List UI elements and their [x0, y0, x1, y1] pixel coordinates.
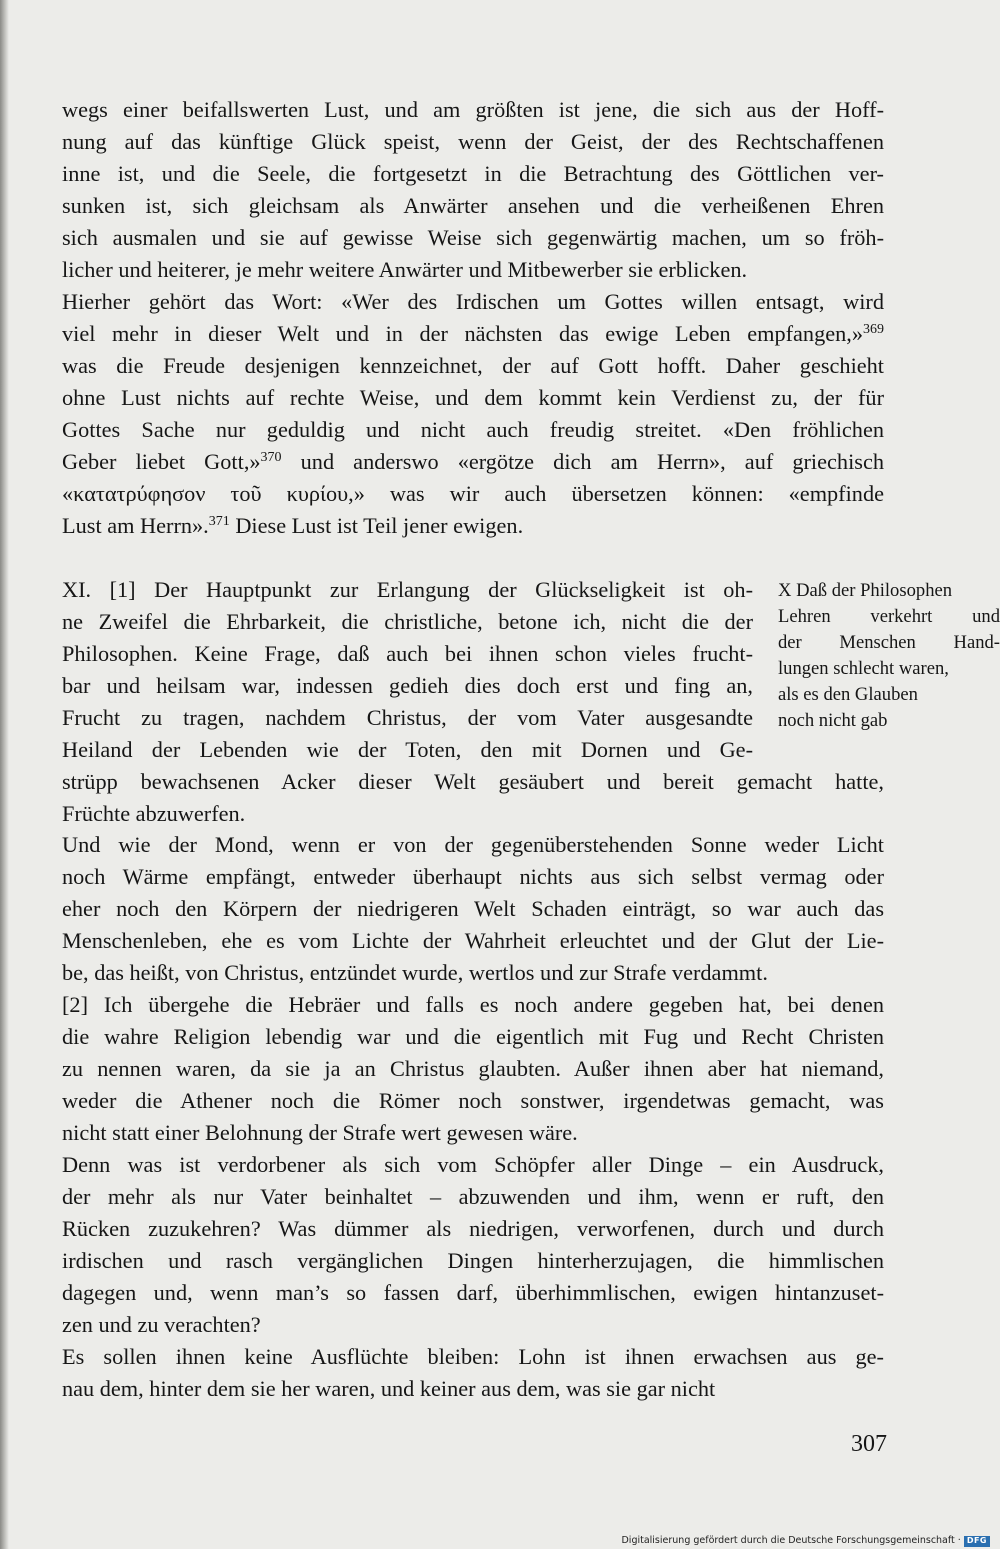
text-line: Früchte abzuwerfen.: [62, 801, 246, 826]
text-line: strüpp bewachsenen Acker dieser Welt gesäubert und bereit gemacht hatte,: [62, 769, 884, 794]
line-text: Lust am Herrn».: [62, 513, 209, 538]
paragraph-2: [62, 286, 884, 542]
paragraph-1: [62, 94, 884, 286]
footnote-reference: 369: [863, 322, 884, 337]
text-line: nau dem, hinter dem sie her waren, und keiner aus dem, was sie gar nicht: [62, 1376, 716, 1401]
text-line: [62, 510, 884, 542]
dfg-logo: DFG: [964, 1536, 990, 1547]
text-line: Rücken zuzukehren? Was dümmer als niedrigen, verworfenen, durch und durch: [62, 1216, 884, 1241]
paragraph-6: [62, 1149, 884, 1341]
page-spine-shadow: [0, 0, 9, 1549]
text-line: was die Freude desjenigen kennzeichnet, der auf Gott hofft. Daher geschieht: [62, 353, 884, 378]
text-line: dagegen und, wenn man’s so fassen darf, überhimmlischen, ewigen hintanzuset-: [62, 1280, 884, 1305]
text-line: Frucht zu tragen, nachdem Christus, der vom Vater ausgesandte: [62, 705, 753, 730]
text-line: inne ist, und die Seele, die fortgesetzt in die Betrachtung des Göttlichen ver-: [62, 161, 884, 186]
text-line: «κατατρύφησον τοῦ κυρίου,» was wir auch übersetzen können: «empfinde: [62, 481, 884, 506]
text-line: Philosophen. Keine Frage, daß auch bei ihnen schon vieles frucht-: [62, 641, 753, 666]
margin-note: [778, 578, 1000, 734]
text-line: XI. [1] Der Hauptpunkt zur Erlangung der Glückseligkeit ist oh-: [62, 577, 753, 602]
text-line: licher und heiterer, je mehr weitere Anwärter und Mitbewerber sie erblicken.: [62, 257, 748, 282]
text-line: ne Zweifel die Ehrbarkeit, die christliche, betone ich, nicht die der: [62, 609, 753, 634]
text-line: [62, 446, 884, 478]
text-line: weder die Athener noch die Römer noch sonstwer, irgendetwas gemacht, was: [62, 1088, 884, 1113]
margin-note-line: der Menschen Hand-: [778, 632, 1000, 653]
text-line: Gottes Sache nur geduldig und nicht auch freudig streitet. «Den fröhlichen: [62, 417, 884, 442]
text-line: zen und zu verachten?: [62, 1312, 261, 1337]
text-line: eher noch den Körpern der niedrigeren Welt Schaden einträgt, so war auch das: [62, 896, 884, 921]
margin-note-line: Lehren verkehrt und: [778, 606, 1000, 627]
text-line: bar und heilsam war, indessen gedieh dies doch erst und fing an,: [62, 673, 753, 698]
text-line: wegs einer beifallswerten Lust, und am größten ist jene, die sich aus der Hoff-: [62, 97, 884, 122]
footnote-reference: 370: [260, 450, 282, 465]
text-line: be, das heißt, von Christus, entzündet wurde, wertlos und zur Strafe verdammt.: [62, 960, 768, 985]
page-number: 307: [851, 1431, 887, 1457]
paragraph-7: [62, 1341, 884, 1405]
margin-note-line: X Daß der Philosophen: [778, 580, 953, 601]
text-line: Und wie der Mond, wenn er von der gegenüberstehenden Sonne weder Licht: [62, 832, 884, 857]
paragraph-3-section-xi: [62, 574, 884, 830]
text-line: Denn was ist verdorbener als sich vom Schöpfer aller Dinge – ein Ausdruck,: [62, 1152, 884, 1177]
text-line: noch Wärme empfängt, entweder überhaupt nichts aus sich selbst vermag oder: [62, 864, 884, 889]
footnote-reference: 371: [208, 514, 230, 529]
line-text: viel mehr in dieser Welt und in der nächsten das ewige Leben empfangen,»: [62, 321, 863, 346]
text-line: die wahre Religion lebendig war und die eigentlich mit Fug und Recht Christen: [62, 1024, 884, 1049]
text-line: Menschenleben, ehe es vom Lichte der Wahrheit erleuchtet und der Glut der Lie-: [62, 928, 884, 953]
paragraph-4: [62, 829, 884, 989]
text-line: nicht statt einer Belohnung der Strafe wert gewesen wäre.: [62, 1120, 578, 1145]
text-line: zu nennen waren, da sie ja an Christus glaubten. Außer ihnen aber hat niemand,: [62, 1056, 884, 1081]
margin-note-line: als es den Glauben: [778, 684, 918, 705]
text-line: Hierher gehört das Wort: «Wer des Irdischen um Gottes willen entsagt, wird: [62, 289, 884, 314]
line-text: und anderswo «ergötze dich am Herrn», auf griechisch: [281, 449, 884, 474]
text-line: nung auf das künftige Glück speist, wenn der Geist, der des Rechtschaffenen: [62, 129, 884, 154]
margin-note-line: lungen schlecht waren,: [778, 658, 949, 679]
text-line: sunken ist, sich gleichsam als Anwärter ansehen und die verheißenen Ehren: [62, 193, 884, 218]
footer-text: Digitalisierung gefördert durch die Deutsche Forschungsgemeinschaft ·: [621, 1535, 961, 1546]
paragraph-5: [62, 989, 884, 1149]
digitization-footer: [621, 1535, 990, 1547]
text-line: Es sollen ihnen keine Ausflüchte bleiben: Lohn ist ihnen erwachsen aus ge-: [62, 1344, 884, 1369]
text-line: der mehr als nur Vater beinhaltet – abzuwenden und ihm, wenn er ruft, den: [62, 1184, 884, 1209]
line-text: Geber liebet Gott,»: [62, 449, 261, 474]
text-line: [62, 318, 884, 350]
text-line: ohne Lust nichts auf rechte Weise, und dem kommt kein Verdienst zu, der für: [62, 385, 884, 410]
text-line: Heiland der Lebenden wie der Toten, den mit Dornen und Ge-: [62, 737, 753, 762]
margin-note-line: noch nicht gab: [778, 710, 888, 731]
text-line: irdischen und rasch vergänglichen Dingen hinterherzujagen, die himmlischen: [62, 1248, 884, 1273]
text-line: sich ausmalen und sie auf gewisse Weise sich gegenwärtig machen, um so fröh-: [62, 225, 884, 250]
line-text: Diese Lust ist Teil jener ewigen.: [229, 513, 524, 538]
text-line: [2] Ich übergehe die Hebräer und falls es noch andere gegeben hat, bei denen: [62, 992, 884, 1017]
